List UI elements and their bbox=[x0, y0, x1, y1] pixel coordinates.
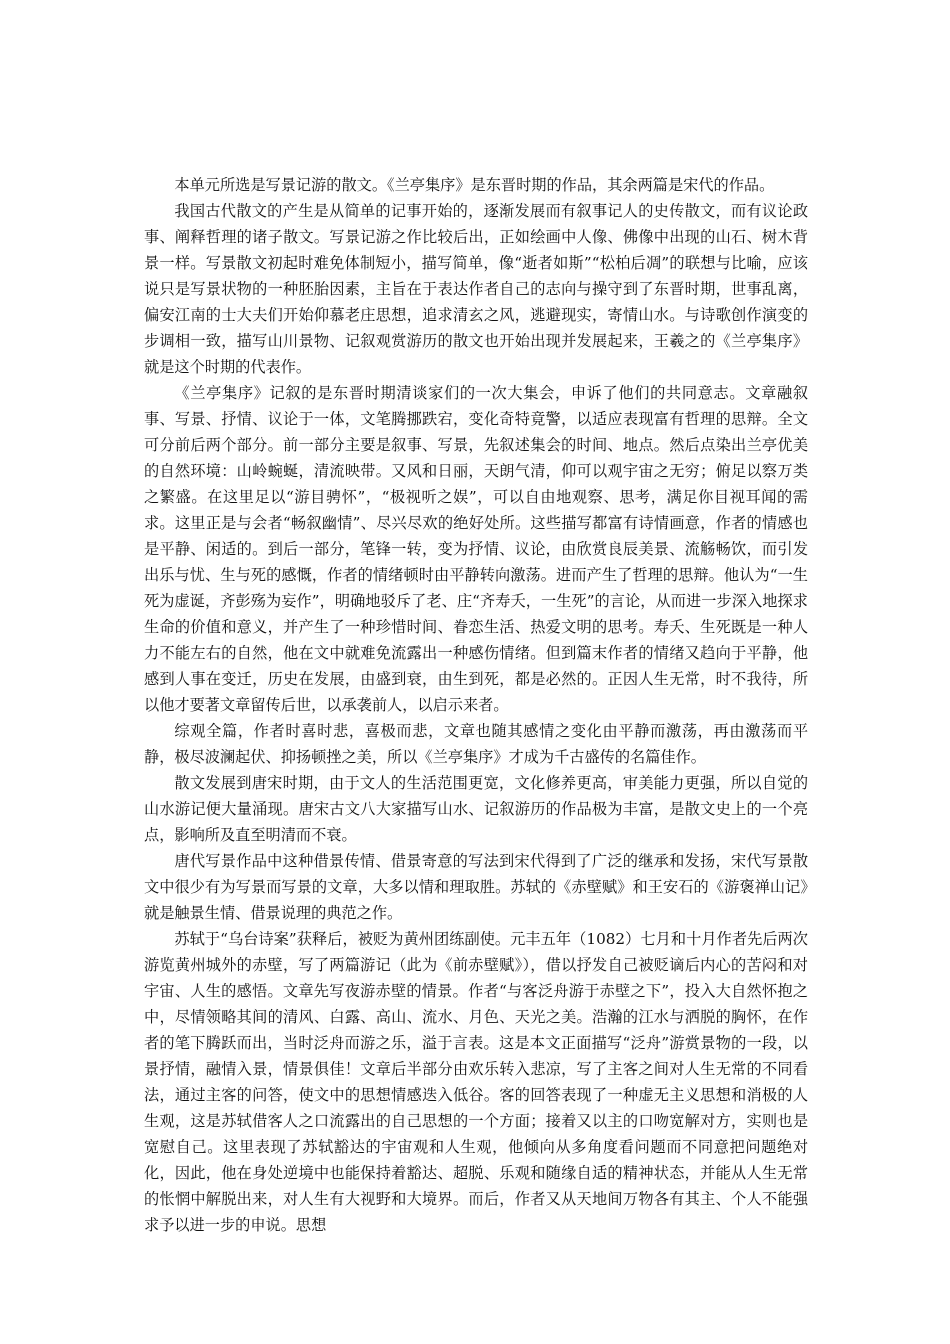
paragraph-chibi: 苏轼于“乌台诗案”获释后，被贬为黄州团练副使。元丰五年（1082）七月和十月作者先后两次游览黄州城外的赤壁，写了两篇游记（此为《前赤壁赋》），借以抒发自己被贬谪后内心的苦闷和对宇宙、人生的感悟。文章先写夜游赤壁的情景。作者“与客泛舟游于赤壁之下”，投入大自然怀抱之中，尽情领略其间的清风、白露、高山、流水、月色、天光之美。浩瀚的江水与洒脱的胸怀，在作者的笔下腾跃而出，当时泛舟而游之乐，溢于言表。这是本文正面描写“泛舟”游赏景物的一段，以景抒情，融情入景，情景俱佳！文章后半部分由欢乐转入悲凉，写了主客之间对人生无常的不同看法，通过主客的问答，使文中的思想情感迭入低谷。客的回答表现了一种虚无主义思想和消极的人生观，这是苏轼借客人之口流露出的自己思想的一个方面；接着又以主的口吻宽解对方，实则也是宽慰自己。这里表现了苏轼豁达的宇宙观和人生观，他倾向从多角度看问题而不同意把问题绝对化，因此，他在身处逆境中也能保持着豁达、超脱、乐观和随缘自适的精神状态，并能从人生无常的怅惘中解脱出来，对人生有大视野和大境界。而后，作者又从天地间万物各有其主、个人不能强求予以进一步的申说。思想 bbox=[144, 930, 808, 1234]
paragraph-song-style: 唐代写景作品中这种借景传情、借景寄意的写法到宋代得到了广泛的继承和发扬，宋代写景散文中很少有为写景而写景的文章，大多以情和理取胜。苏轼的《赤壁赋》和王安石的《游褒禅山记》就是触景生情、借景说理的典范之作。 bbox=[144, 852, 808, 922]
paragraph-lanting: 《兰亭集序》记叙的是东晋时期清谈家们的一次大集会，申诉了他们的共同意志。文章融叙事、写景、抒情、议论于一体，文笔腾挪跌宕，变化奇特竟警，以适应表现富有哲理的思辩。全文可分前后两个部分。前一部分主要是叙事、写景，先叙述集会的时间、地点。然后点染出兰亭优美的自然环境：山岭蜿蜒，清流映带。又风和日丽，天朗气清，仰可以观宇宙之无穷；俯足以察万类之繁盛。在这里足以“游目骋怀”，“极视听之娱”，可以自由地观察、思考，满足你目视耳闻的需求。这里正是与会者“畅叙幽情”、尽兴尽欢的绝好处所。这些描写都富有诗情画意，作者的情感也是平静、闲适的。到后一部分，笔锋一转，变为抒情、议论，由欣赏良辰美景、流觞畅饮，而引发出乐与忧、生与死的感慨，作者的情绪顿时由平静转向激荡。进而产生了哲理的思辩。他认为“一生死为虚诞，齐彭殇为妄作”，明确地驳斥了老、庄“齐寿夭，一生死”的言论，从而进一步深入地探求生命的价值和意义，并产生了一种珍惜时间、眷恋生活、热爱文明的思考。寿夭、生死既是一种人力不能左右的自然，他在文中就难免流露出一种感伤情绪。但到篇末作者的情绪又趋向于平静，他感到人事在变迁，历史在发展，由盛到衰，由生到死，都是必然的。正因人生无常，时不我待，所以他才要著文章留传后世，以承袭前人，以启示来者。 bbox=[144, 384, 808, 714]
document-body bbox=[144, 172, 808, 1238]
paragraph-summary: 综观全篇，作者时喜时悲，喜极而悲，文章也随其感情之变化由平静而激荡，再由激荡而平静，极尽波澜起伏、抑扬顿挫之美，所以《兰亭集序》才成为千古盛传的名篇佳作。 bbox=[144, 722, 808, 766]
paragraph-origin: 我国古代散文的产生是从简单的记事开始的，逐渐发展而有叙事记人的史传散文，而有议论政事、阐释哲理的诸子散文。写景记游之作比较后出，正如绘画中人像、佛像中出现的山石、树木背景一样。写景散文初起时难免体制短小，描写简单，像“逝者如斯”“松柏后凋”的联想与比喻，应该说只是写景状物的一种胚胎因素，主旨在于表达作者自己的志向与操守到了东晋时期，世事乱离，偏安江南的士大夫们开始仰慕老庄思想，追求清玄之风，逃避现实，寄情山水。与诗歌创作演变的步调相一致，描写山川景物、记叙观赏游历的散文也开始出现并发展起来，王羲之的《兰亭集序》就是这个时期的代表作。 bbox=[144, 202, 808, 376]
paragraph-intro: 本单元所选是写景记游的散文。《兰亭集序》是东晋时期的作品，其余两篇是宋代的作品。 bbox=[174, 176, 775, 194]
paragraph-tang-song: 散文发展到唐宋时期，由于文人的生活范围更宽，文化修养更高，审美能力更强，所以自觉的山水游记便大量涌现。唐宋古文八大家描写山水、记叙游历的作品极为丰富，是散文史上的一个亮点，影响所及直至明清而不衰。 bbox=[144, 774, 808, 844]
